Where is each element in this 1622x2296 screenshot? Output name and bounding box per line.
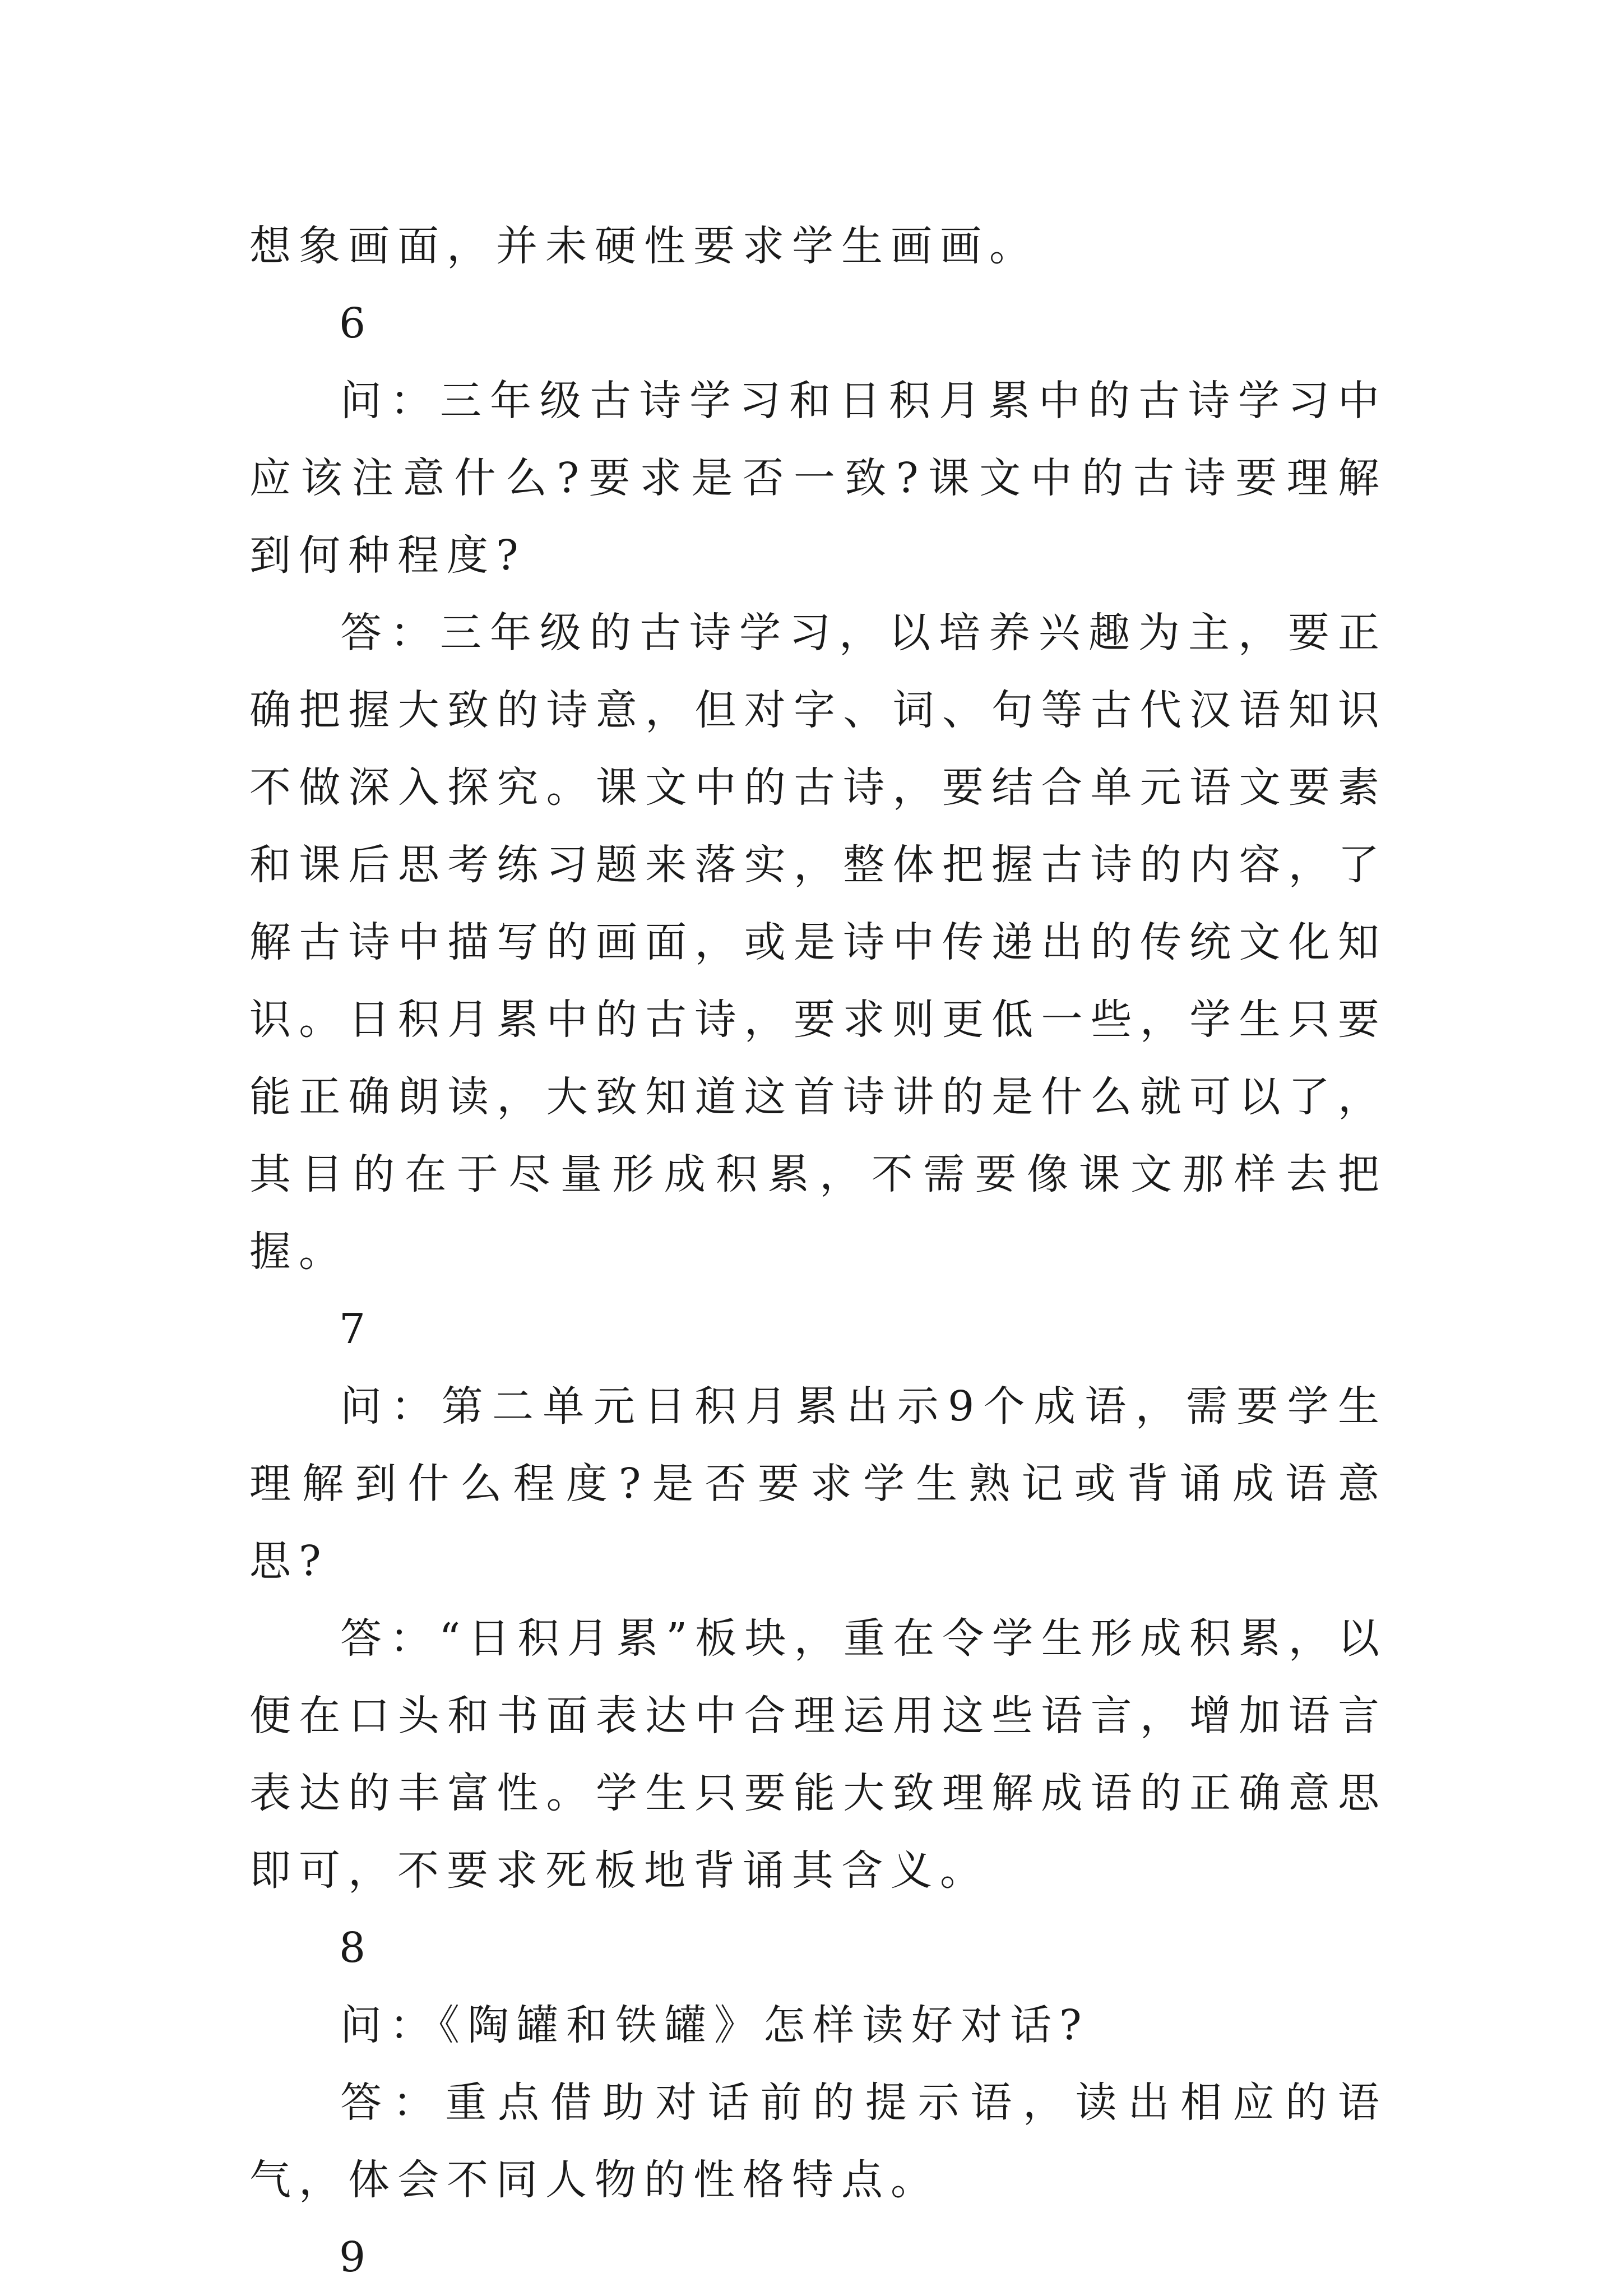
answer-7: 答：“日积月累”板块，重在令学生形成积累，以便在口头和书面表达中合理运用这些语言，增加语言表达的丰富性。学生只要能大致理解成语的正确意思即可，不要求死板地背诵其含义。	[249, 1614, 1387, 1895]
paragraph-continuation: 想象画面，并未硬性要求学生画画。	[249, 222, 1039, 270]
question-7: 问：第二单元日积月累出示9个成语，需要学生理解到什么程度?是否要求学生熟记或背诵成语意思?	[249, 1382, 1387, 1585]
item-number-7: 7	[339, 1305, 366, 1353]
question-6: 问：三年级古诗学习和日积月累中的古诗学习中应该注意什么?要求是否一致?课文中的古诗要理解到何种程度?	[249, 377, 1387, 580]
item-number-6: 6	[339, 299, 366, 348]
question-8: 问：《陶罐和铁罐》怎样读好对话?	[340, 2001, 1090, 2049]
answer-6: 答：三年级的古诗学习，以培养兴趣为主，要正确把握大致的诗意，但对字、词、句等古代汉语知识不做深入探究。课文中的古诗，要结合单元语文要素和课后思考练习题来落实，整体把握古诗的内容，了解古诗中描写的画面，或是诗中传递出的传统文化知识。日积月累中的古诗，要求则更低一些，学生只要能正确朗读，大致知道这首诗讲的是什么就可以了，其目的在于尽量形成积累，不需要像课文那样去把握。	[249, 609, 1387, 1276]
item-number-8: 8	[339, 1924, 366, 1972]
document-body	[249, 207, 1387, 2296]
answer-8: 答：重点借助对话前的提示语，读出相应的语气，体会不同人物的性格特点。	[249, 2079, 1387, 2204]
item-number-9: 9	[339, 2233, 366, 2281]
